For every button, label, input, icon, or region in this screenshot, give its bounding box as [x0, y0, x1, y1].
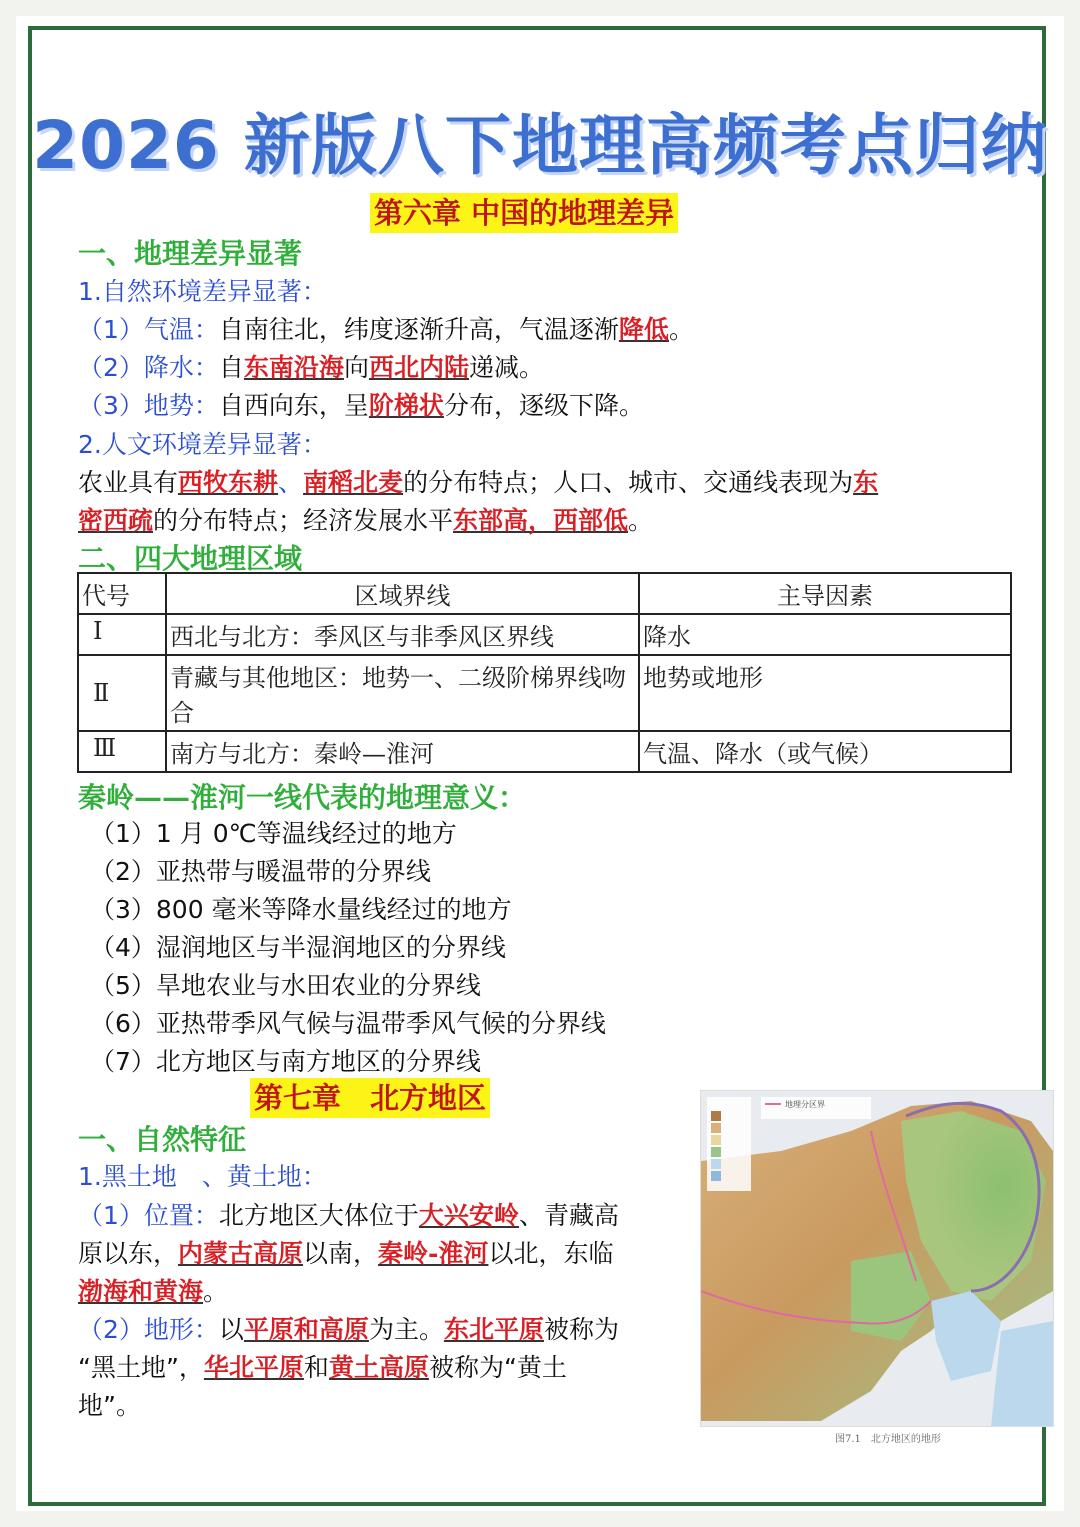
list-item: （1）1 月 0℃等温线经过的地方: [90, 819, 457, 848]
qinling-heading: 秦岭——淮河一线代表的地理意义：: [78, 781, 527, 814]
terrain-map-image: [701, 1091, 1053, 1426]
terrain-line-1: （2）地形：以平原和高原为主。东北平原被称为: [78, 1315, 619, 1344]
table-row: [78, 655, 1011, 731]
table-cell: Ⅰ: [78, 614, 166, 655]
list-item: （4）湿润地区与半湿润地区的分界线: [90, 933, 506, 962]
item-terrain: （3）地势：自西向东，呈阶梯状分布，逐级下降。: [78, 391, 644, 420]
human-line-1: 农业具有西牧东耕、南稻北麦的分布特点；人口、城市、交通线表现为东: [78, 468, 879, 497]
table-cell: Ⅲ: [78, 731, 166, 772]
table-cell: 西北与北方：季风区与非季风区界线: [166, 614, 639, 655]
table-header-row: [78, 573, 1011, 614]
table-cell: 气温、降水（或气候）: [639, 731, 1011, 772]
terrain-line-3: 地”。: [78, 1391, 141, 1420]
position-line-1: （1）位置：北方地区大体位于大兴安岭、青藏高: [78, 1201, 619, 1230]
human-heading: 2.人文环境差异显著：: [78, 430, 327, 459]
natural-heading: 1.自然环境差异显著：: [78, 277, 327, 306]
terrain-line-2: “黑土地”，华北平原和黄土高原被称为“黄土: [78, 1353, 567, 1382]
chapter7-title: 第七章 北方地区: [250, 1078, 490, 1118]
list-item: （7）北方地区与南方地区的分界线: [90, 1047, 481, 1076]
list-item: （5）旱地农业与水田农业的分界线: [90, 971, 481, 1000]
table-cell: 南方与北方：秦岭—淮河: [166, 731, 639, 772]
human-line-2: 密西疏的分布特点；经济发展水平东部高，西部低。: [78, 506, 654, 535]
map-caption: 图7.1 北方地区的地形: [835, 1434, 941, 1445]
ch7-section1-heading: 一、自然特征: [78, 1123, 247, 1156]
list-item: （6）亚热带季风气候与温带季风气候的分界线: [90, 1009, 606, 1038]
soil-heading: 1.黑土地 、黄土地：: [78, 1162, 327, 1191]
ch6-section1-heading: 一、地理差异显著: [78, 237, 303, 270]
position-line-3: 渤海和黄海。: [78, 1277, 229, 1306]
table-row: [78, 614, 1011, 655]
map-legend-label: 地理分区界: [785, 1100, 825, 1109]
table-header: 主导因素: [639, 573, 1011, 614]
ch6-section2-heading: 二、四大地理区域: [78, 542, 303, 575]
chapter6-title: 第六章 中国的地理差异: [370, 193, 678, 233]
position-line-2: 原以东，内蒙古高原以南，秦岭-淮河以北，东临: [78, 1239, 614, 1268]
regions-table: [77, 572, 1012, 773]
page-title: 2026 新版八下地理高频考点归纳: [32, 107, 1048, 184]
table-cell: 青藏与其他地区：地势一、二级阶梯界线吻合: [166, 655, 639, 731]
table-header: 区域界线: [166, 573, 639, 614]
table-header: 代号: [78, 573, 166, 614]
table-row: [78, 731, 1011, 772]
item-temperature: （1）气温：自南往北，纬度逐渐升高，气温逐渐降低。: [78, 315, 694, 344]
item-precipitation: （2）降水：自东南沿海向西北内陆递减。: [78, 353, 544, 382]
table-cell: 地势或地形: [639, 655, 1011, 731]
table-cell: Ⅱ: [78, 655, 166, 731]
list-item: （3）800 毫米等降水量线经过的地方: [90, 895, 512, 924]
list-item: （2）亚热带与暖温带的分界线: [90, 857, 431, 886]
north-region-map: [700, 1090, 1054, 1427]
table-cell: 降水: [639, 614, 1011, 655]
